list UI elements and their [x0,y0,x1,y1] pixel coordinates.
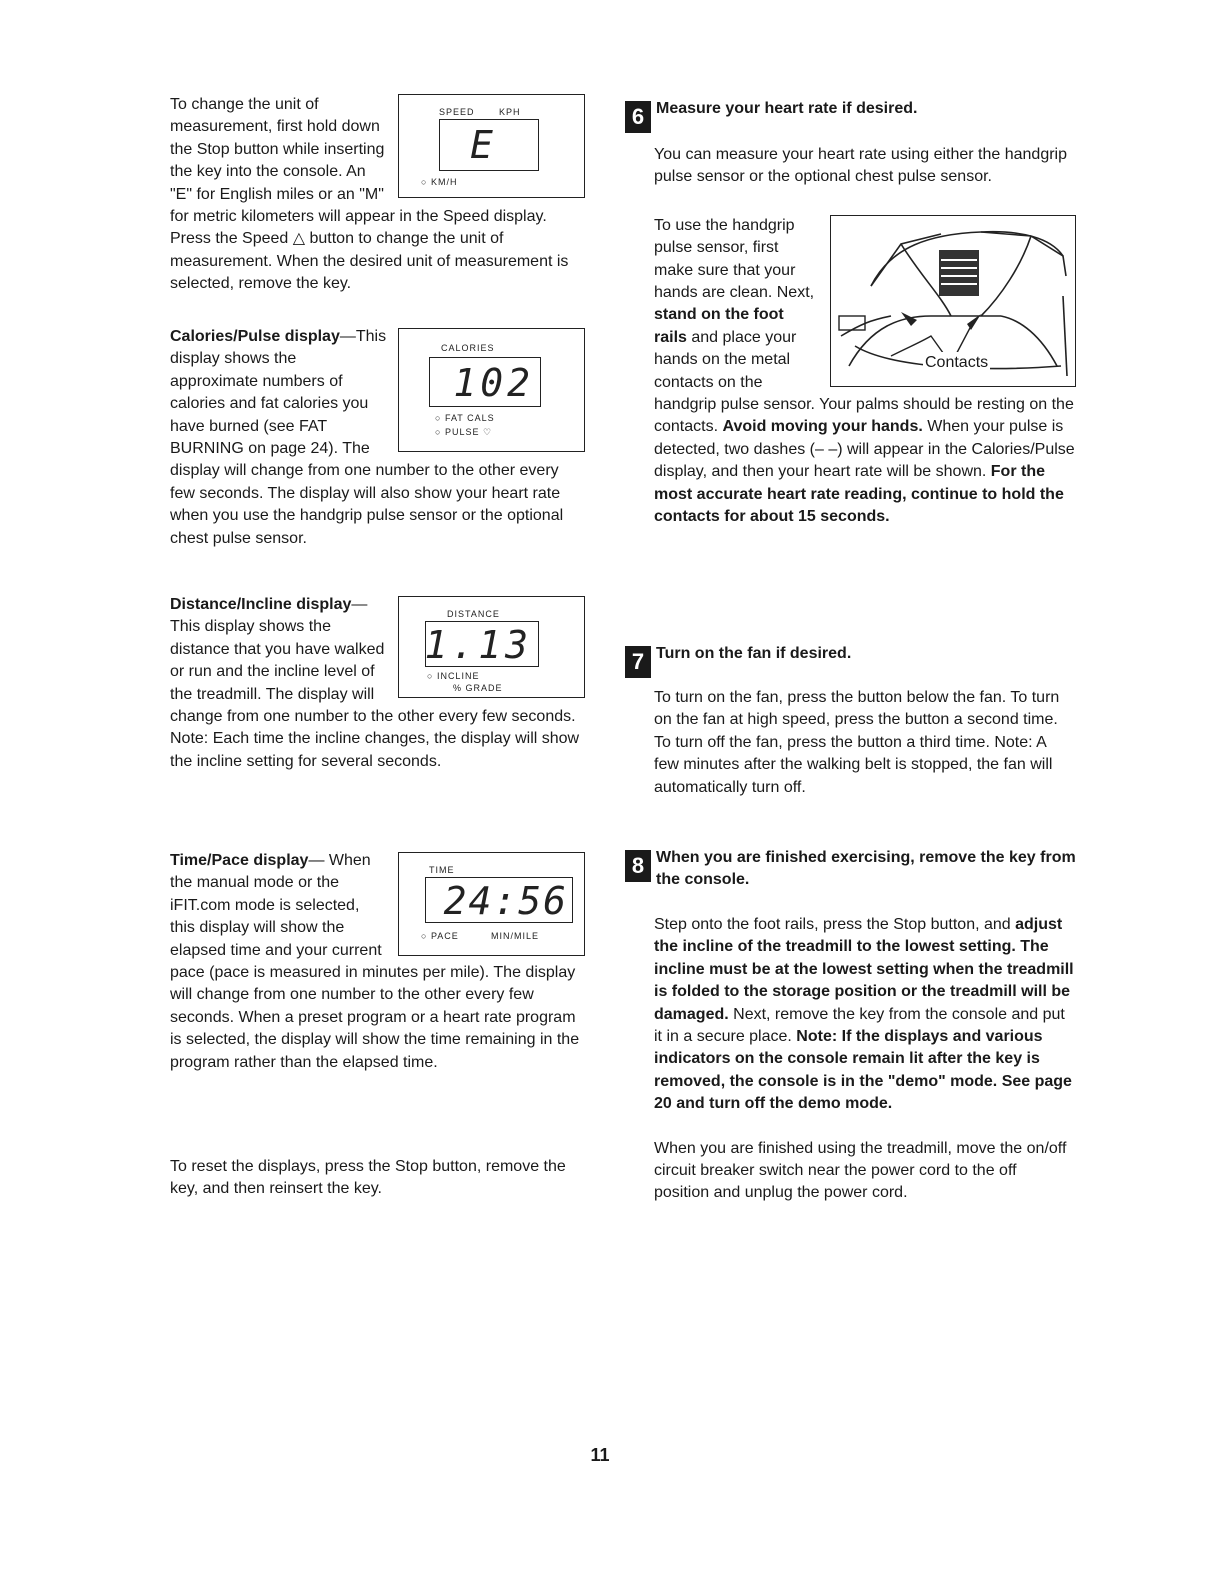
step-7-title: Turn on the fan if desired. [656,645,852,662]
reset-paragraph: To reset the displays, press the Stop button, remove the key, and then reinsert the key. [170,1158,566,1198]
distance-display [398,596,585,698]
distance-value: 1.13 [424,623,532,667]
time-display [398,852,585,956]
step-8-bold-1: adjust the incline of the treadmill to the lowest setting. The incline must be at the lowest setting when the treadmill is folded to the storage position or the treadmill will be damaged. [654,916,1074,1023]
step-6-text-1: To use the handgrip pulse sensor, first make sure that your hands are clean. Next, [654,216,815,302]
step-8-text-2: Next, remove the key from the console and put it in a secure place. [654,1005,1065,1046]
step-8-text-1: Step onto the foot rails, press the Stop button, and [654,916,1016,933]
step-6-text-3: When your pulse is detected, two dashes (– –) will appear in the Calories/Pulse display, and then your heart rate will be shown. [654,418,1075,481]
calories-screen [429,357,541,407]
console-block [939,250,979,296]
calories-value: 102 [453,361,534,405]
time-value: 24:56 [443,879,568,923]
final-paragraph: When you are finished using the treadmill, move the on/off circuit breaker switch near the power cord to the off position and unplug the power cord. [654,1139,1067,1202]
step-8-bold-2: Note: If the displays and various indicators on the console remain lit after the key is removed, the console is in the "demo" mode. See page 20 and turn off the demo mode. [654,1028,1072,1113]
step-6-title: Measure your heart rate if desired. [656,100,918,117]
speed-display [398,94,585,198]
distance-heading: Distance/Incline display [170,596,352,613]
page-number: 11 [590,1445,610,1465]
calories-section [170,326,585,594]
distance-text: —This display shows the distance that you have walked or run and the incline level of the treadmill. The display will change from one number to the other every few seconds. Note: Each time the incline changes, the display will show the incline setting for several seconds. [170,596,580,770]
step-7-paragraph: To turn on the fan, press the button below the fan. To turn on the fan at high speed, press the button a second time. To turn off the fan, press the button a third time. Note: A few minutes after the walking belt is stopped, the fan will automatically turn off. [654,689,1060,796]
speed-unit-label: KPH [499,107,521,117]
step-6-bold-1: stand on the foot rails [654,306,784,346]
units-paragraph: To change the unit of measurement, first hold down the Stop button while inserting the key into the console. An "E" for English miles or an "M" for metric kilometers will appear in the Speed display. Press the Speed △ button to change the unit of measurement. When the desired unit of measurement is selected, remove the key. [170,96,569,293]
time-screen [425,877,573,923]
incline-indicator: ○ INCLINE [427,671,480,681]
time-label: TIME [429,865,455,875]
step-6-intro: You can measure your heart rate using either the handgrip pulse sensor or the optional chest pulse sensor. [654,146,1068,186]
step-7-badge: 7 [625,646,651,678]
min-mile-indicator: MIN/MILE [491,931,540,941]
calories-display [398,328,585,452]
step-8-title: When you are finished exercising, remove the key from the console. [656,849,1076,888]
calories-label: CALORIES [441,343,495,353]
step-6-bold-2: Avoid moving your hands. [722,418,923,436]
handgrip-figure [830,215,1076,387]
step-6-badge: 6 [625,101,651,133]
fat-cals-indicator: ○ FAT CALS [435,413,495,423]
distance-screen [425,621,539,667]
pulse-indicator: ○ PULSE ♡ [435,427,493,437]
speed-label: SPEED [439,107,475,117]
time-section [170,844,585,1146]
speed-indicator: ○ KM/H [421,177,458,187]
step-8-badge: 8 [625,850,651,882]
distance-label: DISTANCE [447,609,500,619]
step-6-text-2: and place your hands on the metal contacts on the handgrip pulse sensor. Your palms should be resting on the contacts. [654,328,1074,436]
step-8-body [654,914,1074,1205]
step-6-body [654,144,1076,529]
units-section [170,94,585,326]
contacts-label: Contacts [923,352,990,374]
pace-indicator: ○ PACE [421,931,459,941]
time-heading: Time/Pace display [170,852,309,869]
grade-indicator: % GRADE [453,683,503,693]
calories-heading: Calories/Pulse display [170,328,340,345]
speed-value: E [470,123,497,167]
step-8-paragraph [654,914,1074,1116]
time-text: — When the manual mode or the iFIT.com mode is selected, this display will show the elapsed time and your current pace (pace is measured in minutes per mile). The display will change from one number to the other every few seconds. When a preset program or a heart rate program is selected, the display will show the time remaining in the program rather than the elapsed time. [170,852,580,1071]
calories-text: —This display shows the approximate numbers of calories and fat calories you have burned (see FAT BURNING on page 24). The display will change from one number to the other every few seconds. The display will also show your heart rate when you use the handgrip pulse sensor or the optional chest pulse sensor. [170,328,564,547]
heart-icon: ♡ [482,427,493,437]
speed-screen [439,119,539,171]
step-6-bold-3: For the most accurate heart rate reading, continue to hold the contacts for about 15 seconds. [654,463,1064,526]
left-column [170,94,585,1201]
distance-section [170,594,585,844]
